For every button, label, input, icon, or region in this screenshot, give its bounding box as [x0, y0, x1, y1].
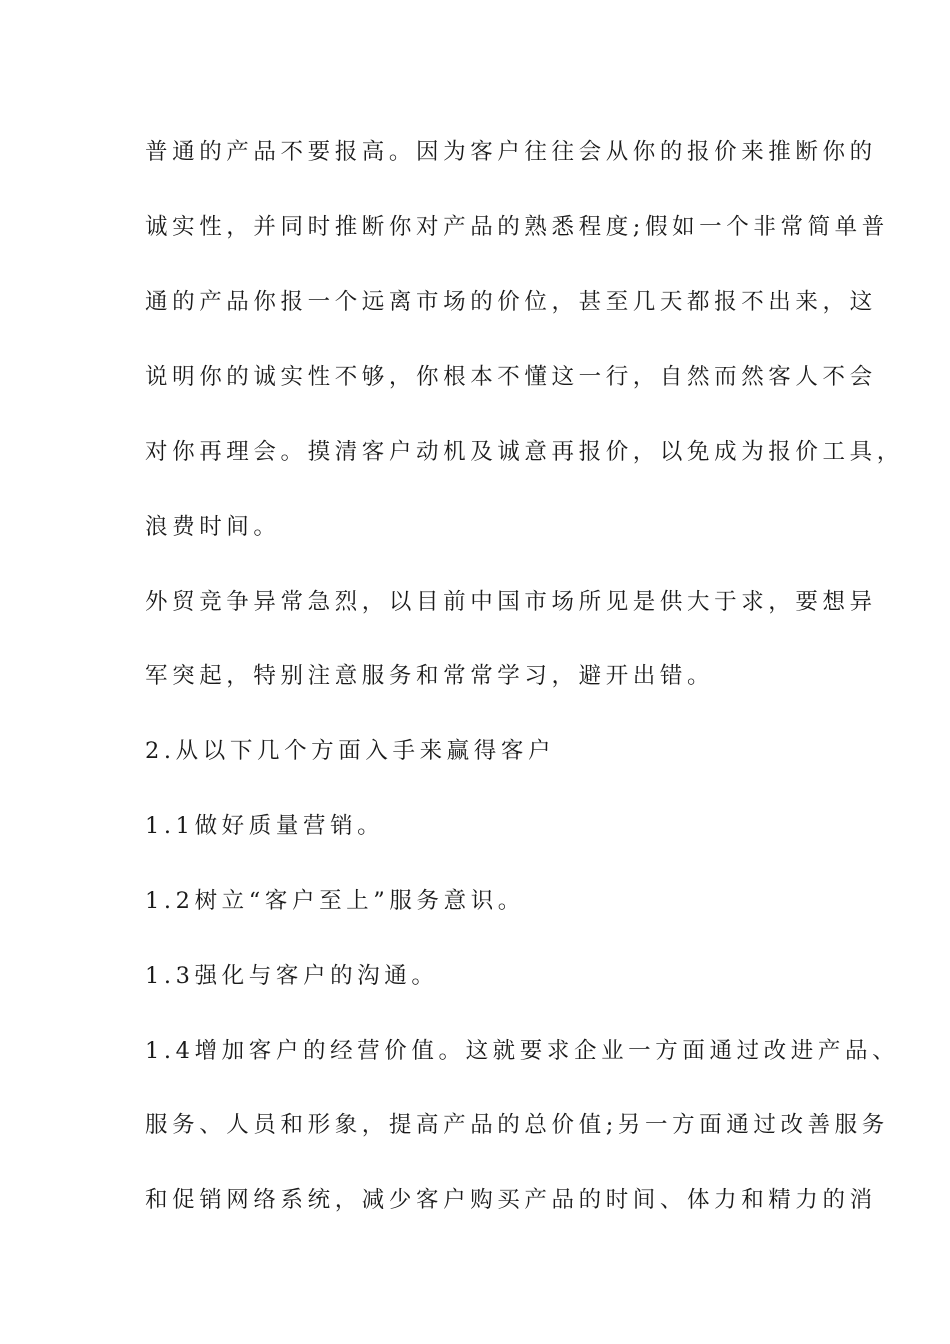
list-item: 1.1做好质量营销。	[145, 813, 385, 839]
paragraph-line: 和促销网络系统，减少客户购买产品的时间、体力和精力的消	[145, 1187, 877, 1213]
list-item: 1.3强化与客户的沟通。	[145, 963, 439, 989]
paragraph-line: 通的产品你报一个远离市场的价位，甚至几天都报不出来，这	[145, 289, 877, 315]
list-item: 1.2树立“客户至上”服务意识。	[145, 888, 525, 914]
paragraph-line: 说明你的诚实性不够，你根本不懂这一行，自然而然客人不会	[145, 364, 877, 390]
paragraph-line: 军突起，特别注意服务和常常学习，避开出错。	[145, 663, 715, 689]
paragraph-line: 浪费时间。	[145, 514, 281, 540]
list-item: 1.4增加客户的经营价值。这就要求企业一方面通过改进产品、	[145, 1038, 900, 1064]
paragraph-line: 对你再理会。摸清客户动机及诚意再报价，以免成为报价工具，	[145, 439, 904, 465]
paragraph-line: 普通的产品不要报高。因为客户往往会从你的报价来推断你的	[145, 139, 877, 165]
section-heading: 2.从以下几个方面入手来赢得客户	[145, 738, 556, 764]
paragraph-line: 诚实性，并同时推断你对产品的熟悉程度;假如一个非常简单普	[145, 214, 889, 240]
paragraph-line: 服务、人员和形象，提高产品的总价值;另一方面通过改善服务	[145, 1112, 889, 1138]
paragraph-line: 外贸竞争异常急烈，以目前中国市场所见是供大于求，要想异	[145, 589, 877, 615]
